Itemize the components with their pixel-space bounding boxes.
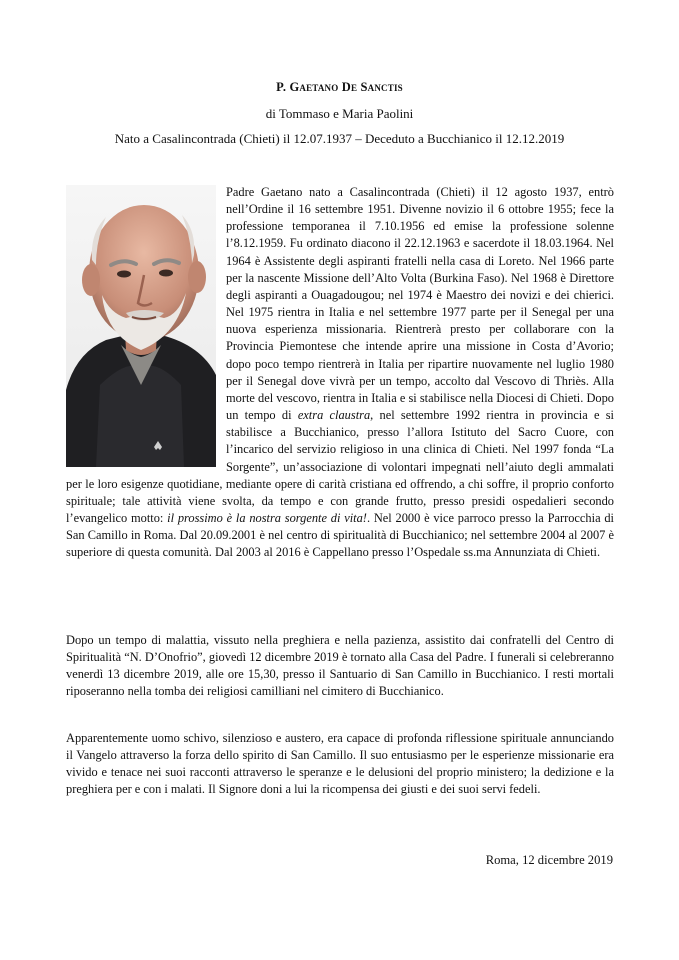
motto: il prossimo è la nostra sorgente di vita! [167,510,367,525]
place-date-signature: Roma, 12 dicembre 2019 [485,853,613,867]
life-dates-line: Nato a Casalincontrada (Chieti) il 12.07.1937 – Deceduto a Bucchianico il 12.12.2019 [114,131,565,146]
tribute-paragraph: Apparentemente uomo schivo, silenzioso e austero, era capace di profonda riflessione spirituale annunciando il Vangelo attraverso la forza dello spirito di San Camillo. Il suo entusiasmo per le esperienze missionarie era vivido e tenace nei suoi racconti attraverso le speranze e le delusioni del proprio ministero; la dedizione e la preghiera per e con i malati. Il Signore doni a lui la ricompensa dei giusti e dei suoi servi fedeli. [66,731,614,797]
latin-term: extra claustra [297,408,371,423]
biography-text-c: . Nel 2000 è vice parroco presso la Parrocchia di San Camillo in Roma. Dal 20.09.2001 è nel centro di spiritualità di Bucchianico; nel settembre 2004 al 2007 è superiore di questa comunità. Dal 2003 al 2016 è Cappellano presso l’Ospedale ss.ma Annunziata di Chieti. [66,510,614,560]
page-title: P. Gaetano De Sanctis [276,80,403,94]
biography-text-b: , nel settembre 1992 rientra in provincia e si stabilisce a Bucchianico, presso l’allora Istituto del Sacro Cuore, con l’incarico del servizio religioso in una clinica di Chieti. Nel 1997 fonda “La Sorgente”, un’associazione di volontari impegnati nell’aiuto degli ammalati per le loro esigenze quotidiane, mediante opere di carità cristiana ed offrendo, a chi soffre, il proprio conforto spirituale; tale attività viene svolta, da tempo e con grande frutto, presso presidi ospedalieri secondo l’evangelico motto: [66,408,614,525]
parents-line: di Tommaso e Maria Paolini [265,106,414,121]
biography-text-a: Padre Gaetano nato a Casalincontrada (Chieti) il 12 agosto 1937, entrò nell’Ordine il 16 settembre 1951. Divenne novizio il 6 ottobre 1955; fece la professione temporanea il 7.10.1956 ed emise la professione solenne l’8.12.1959. Fu ordinato diacono il 22.12.1963 e sacerdote il 18.03.1964. Nel 1964 è Assistente degli aspiranti fratelli nella casa di Loreto. Nel 1966 parte per la nascente Missione dell’Alto Volta (Burkina Faso). Nel 1968 è Direttore degli aspiranti a Ouagadougou; nel 1974 è Maestro dei novizi e dei chierici. Nel 1975 rientra in Italia e nel settembre 1977 parte per il Senegal per una nuova esperienza missionaria. Rientrerà presto per collaborare con la Provincia Piemontese che intende aprire una missione in Costa d’Avorio; dopo poco tempo rientrerà in Italia per ripartire nuovamente nel luglio 1980 per il Senegal dove vivrà per un tempo, accolto dal Vescovo di Thriès. Alla morte del vescovo, rientra in Italia e si stabilisce nella Diocesi di Chieti. Dopo un tempo di [226,185,614,423]
photo-wrap-spacer [66,184,226,470]
death-notice-paragraph: Dopo un tempo di malattia, vissuto nella preghiera e nella pazienza, assistito dai confratelli del Centro di Spiritualità “N. D’Onofrio”, giovedì 12 dicembre 2019 è tornato alla Casa del Padre. I funerali si celebreranno venerdì 13 dicembre 2019, alle ore 15,30, presso il Santuario di San Camillo in Bucchianico. I resti mortali riposeranno nella tomba dei religiosi camilliani nel cimitero di Bucchianico. [66,633,614,699]
biography-paragraph-1 [66,184,614,561]
